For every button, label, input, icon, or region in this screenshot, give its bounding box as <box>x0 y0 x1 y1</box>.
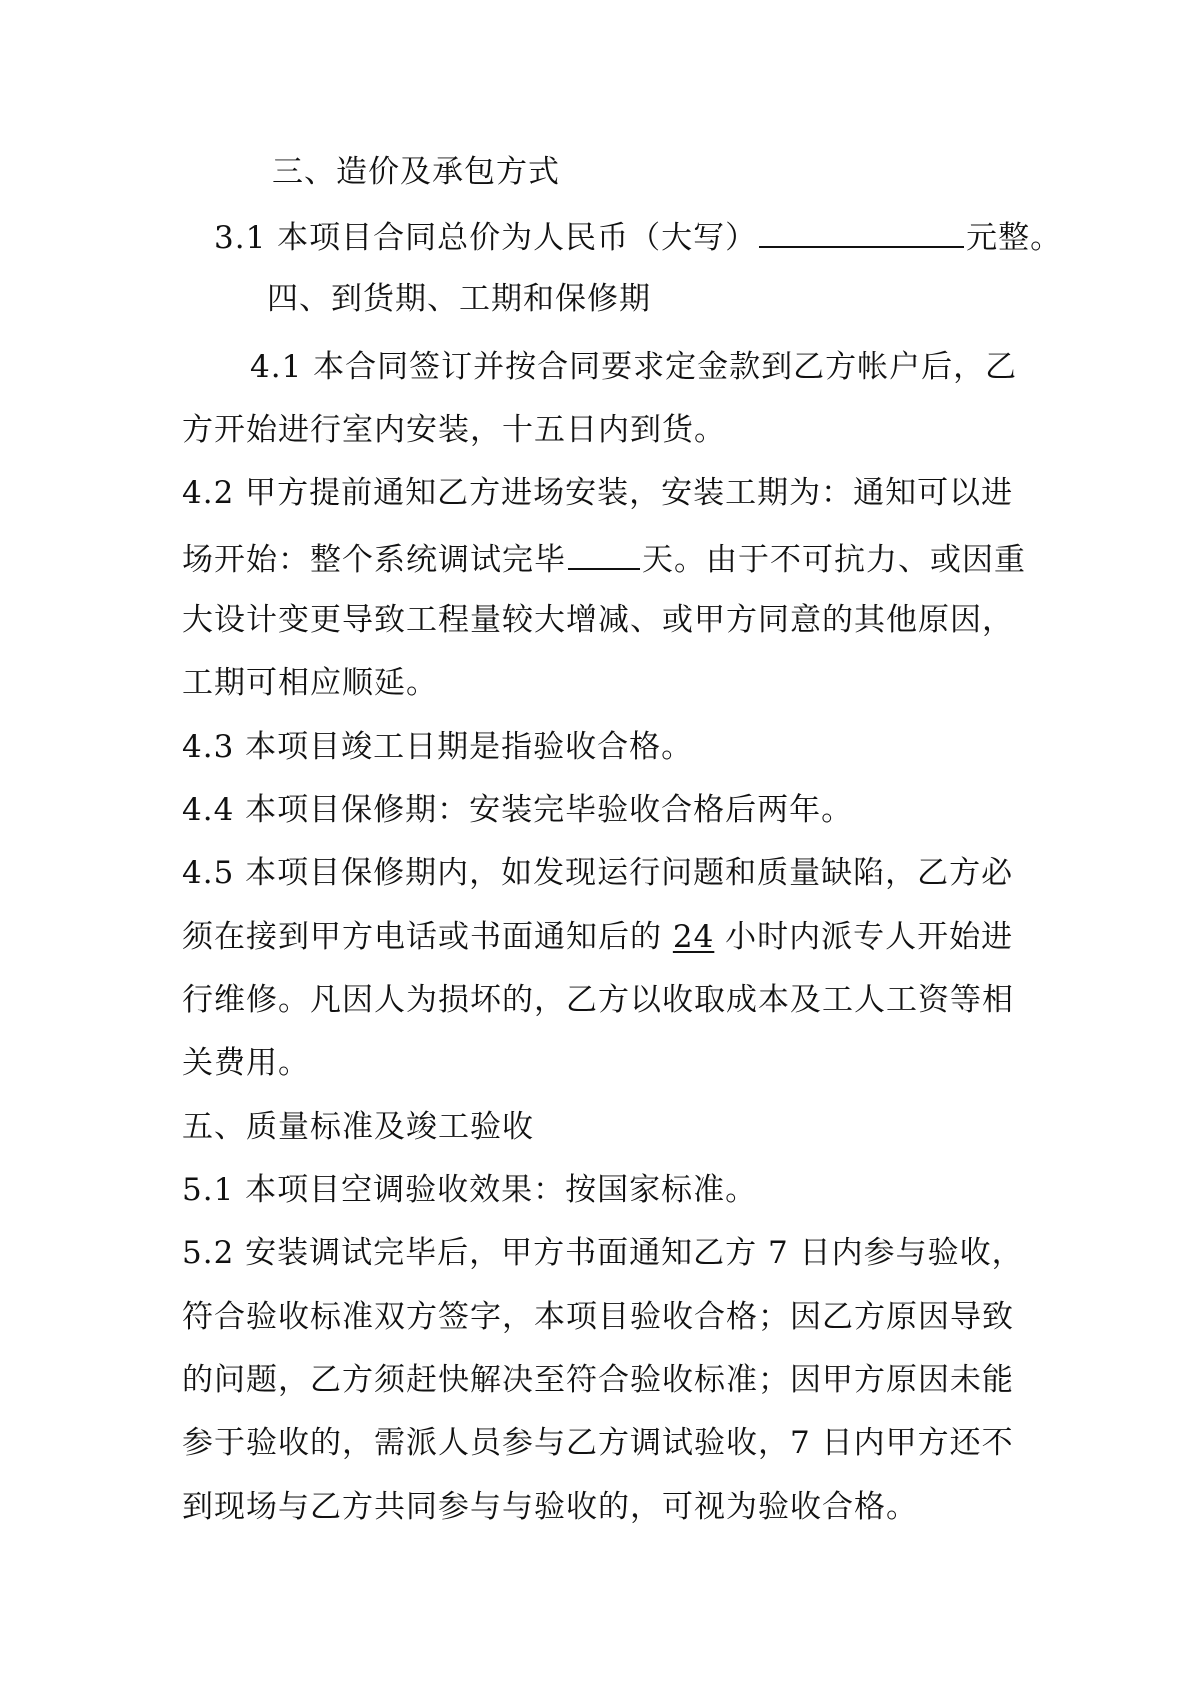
days-blank-field <box>568 537 640 570</box>
clause-4-2-text-before: 场开始：整个系统调试完毕 <box>182 542 566 578</box>
clause-4-5-line-1: 4.5 本项目保修期内，如发现运行问题和质量缺陷，乙方必 <box>182 855 1014 891</box>
clause-4-5-line-3: 行维修。凡因人为损坏的，乙方以收取成本及工人工资等相 <box>182 982 1014 1018</box>
clause-4-5-text-before: 须在接到甲方电话或书面通知后的 <box>182 919 662 955</box>
clause-4-2-line-2 <box>182 537 1026 580</box>
clause-5-2-line-4: 参于验收的，需派人员参与乙方调试验收，7 日内甲方还不 <box>182 1425 1014 1461</box>
clause-4-5-line-4: 关费用。 <box>182 1045 310 1081</box>
price-blank-field <box>759 215 964 248</box>
clause-3-1-text-before: 3.1 本项目合同总价为人民币（大写） <box>214 220 758 256</box>
clause-3-1-text-after: 元整。 <box>966 220 1063 256</box>
response-hours-value: 24 <box>672 919 715 955</box>
clause-5-2-line-3: 的问题，乙方须赶快解决至符合验收标准；因甲方原因未能 <box>182 1362 1014 1398</box>
clause-4-2-line-1: 4.2 甲方提前通知乙方进场安装，安装工期为：通知可以进 <box>182 475 1014 511</box>
clause-4-2-text-after: 天。由于不可抗力、或因重 <box>642 542 1026 578</box>
section-5-heading: 五、质量标准及竣工验收 <box>182 1109 534 1145</box>
clause-4-2-line-3: 大设计变更导致工程量较大增减、或甲方同意的其他原因， <box>182 602 1014 638</box>
section-3-heading: 三、造价及承包方式 <box>272 154 560 190</box>
clause-4-5-line-2 <box>182 917 1013 957</box>
clause-4-1-line-2: 方开始进行室内安装，十五日内到货。 <box>182 412 726 448</box>
clause-5-2-line-5: 到现场与乙方共同参与与验收的，可视为验收合格。 <box>182 1489 918 1525</box>
clause-3-1 <box>214 215 1062 258</box>
clause-4-1-line-1: 4.1 本合同签订并按合同要求定金款到乙方帐户后，乙 <box>250 349 1018 385</box>
clause-4-4: 4.4 本项目保修期：安装完毕验收合格后两年。 <box>182 792 854 828</box>
clause-4-3: 4.3 本项目竣工日期是指验收合格。 <box>182 729 694 765</box>
clause-4-5-text-after: 小时内派专人开始进 <box>725 919 1014 955</box>
clause-5-1: 5.1 本项目空调验收效果：按国家标准。 <box>182 1172 758 1208</box>
section-4-heading: 四、到货期、工期和保修期 <box>267 281 651 317</box>
clause-4-2-line-4: 工期可相应顺延。 <box>182 665 438 701</box>
clause-5-2-line-1: 5.2 安装调试完毕后，甲方书面通知乙方 7 日内参与验收， <box>182 1235 1024 1271</box>
clause-5-2-line-2: 符合验收标准双方签字，本项目验收合格；因乙方原因导致 <box>182 1299 1014 1335</box>
